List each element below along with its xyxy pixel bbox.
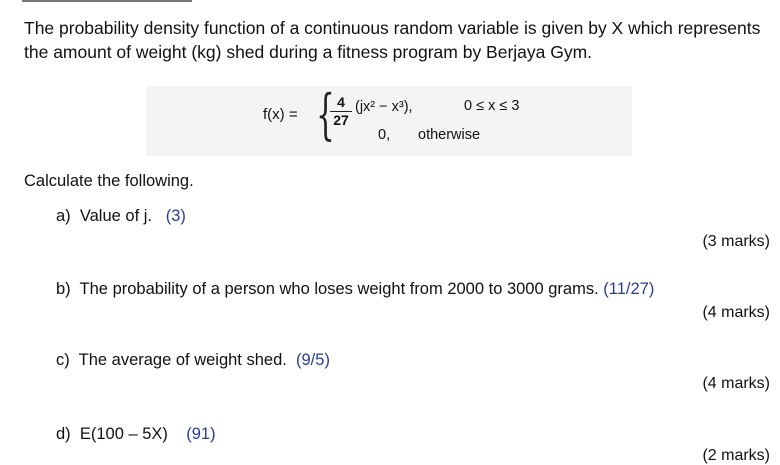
question-text: The probability of a person who loses weight from 2000 to 3000 grams. bbox=[79, 280, 599, 298]
marks-b: (4 marks) bbox=[702, 304, 770, 321]
case2-condition: otherwise bbox=[418, 127, 481, 143]
fraction-denominator: 27 bbox=[333, 112, 349, 128]
top-divider bbox=[22, 0, 192, 2]
problem-statement: The probability density function of a continuous random variable is given by X which represents the amount of weight (kg) shed during a fitness program by Berjaya Gym. bbox=[24, 18, 761, 62]
answer-note: (3) bbox=[165, 207, 186, 225]
marks-a: (3 marks) bbox=[702, 233, 770, 250]
calc-heading: Calculate the following. bbox=[24, 172, 194, 190]
question-label: b) bbox=[56, 280, 71, 298]
question-text: Value of j. bbox=[79, 207, 152, 225]
formula-lhs: f(x) = bbox=[263, 106, 298, 123]
answer-note: (9/5) bbox=[296, 351, 330, 369]
question-b bbox=[56, 280, 654, 299]
question-a bbox=[56, 207, 186, 226]
question-label: a) bbox=[56, 207, 71, 225]
marks-d: (2 marks) bbox=[702, 447, 770, 464]
question-text: The average of weight shed. bbox=[78, 351, 287, 369]
answer-note: (11/27) bbox=[603, 280, 655, 298]
question-label: d) bbox=[56, 425, 71, 443]
question-c bbox=[56, 351, 330, 370]
case1-expression: (jx² − x³), bbox=[355, 99, 413, 115]
piecewise-brace: { bbox=[316, 83, 335, 146]
case2-expression: 0, bbox=[378, 127, 391, 143]
formula-fraction bbox=[330, 95, 352, 128]
case1-condition: 0 ≤ x ≤ 3 bbox=[464, 98, 520, 114]
pdf-formula bbox=[146, 83, 632, 156]
question-label: c) bbox=[56, 351, 70, 369]
question-d bbox=[56, 425, 216, 444]
question-text: E(100 – 5X) bbox=[79, 425, 168, 443]
marks-c: (4 marks) bbox=[702, 375, 770, 392]
fraction-numerator: 4 bbox=[330, 95, 352, 112]
answer-note: (91) bbox=[186, 425, 216, 443]
